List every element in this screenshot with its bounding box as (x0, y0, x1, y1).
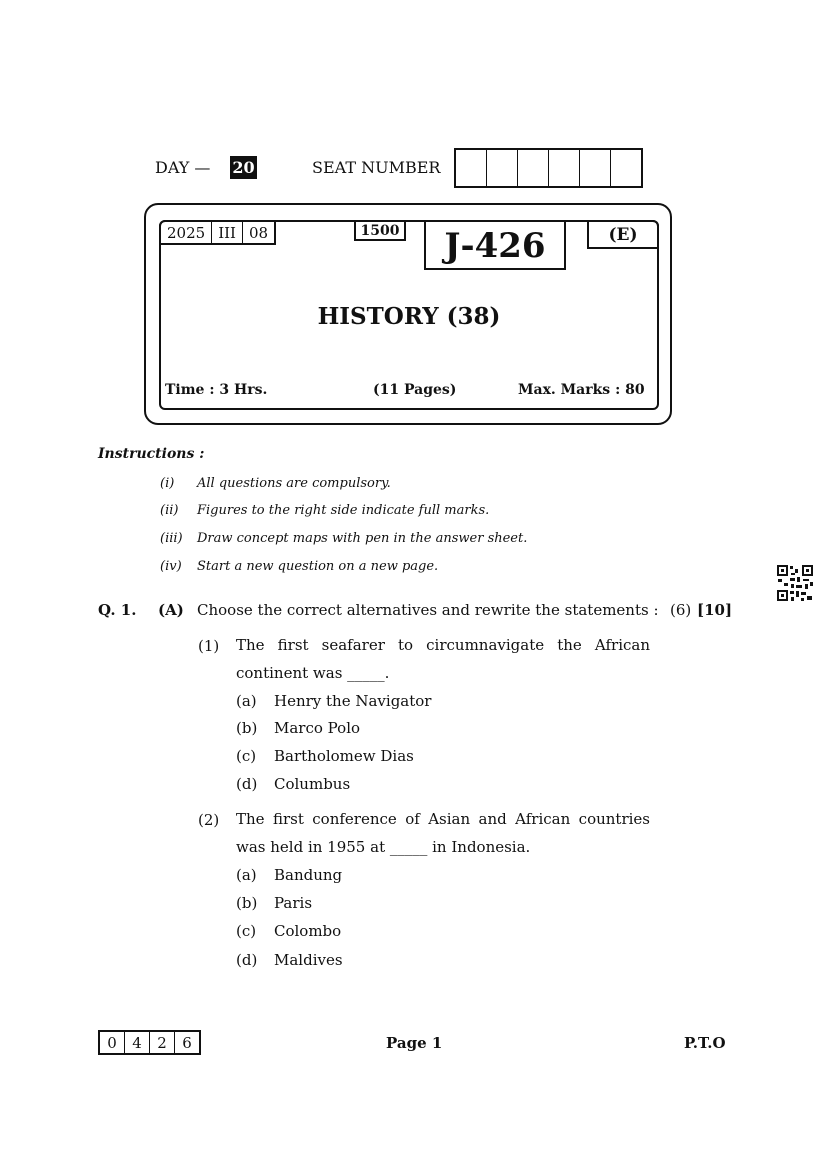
instruction-number: (i) (160, 476, 175, 491)
item-number: (2) (198, 811, 220, 829)
instruction-number: (ii) (160, 503, 179, 518)
option-letter: (b) (236, 719, 258, 737)
option-letter: (d) (236, 951, 258, 969)
day-label: DAY — (155, 158, 211, 177)
seat-number-box (580, 150, 611, 186)
page-number: Page 1 (386, 1034, 443, 1052)
exam-date-code (159, 220, 276, 245)
instruction-number: (iv) (160, 559, 182, 574)
page-count: (11 Pages) (373, 382, 457, 398)
option-text: Bandung (274, 866, 343, 884)
instruction-text: Figures to the right side indicate full marks. (197, 503, 490, 518)
item-text: The first seafarer to circumnavigate the African continent was _____. (236, 636, 650, 682)
option-letter: (d) (236, 775, 258, 793)
paper-count: 1500 (354, 220, 406, 241)
paper-language: (E) (587, 220, 659, 249)
paper-code: J-426 (424, 220, 566, 270)
exam-year: 2025 (161, 222, 212, 243)
seat-number-boxes (454, 148, 643, 188)
exam-month: III (212, 222, 243, 243)
day-number: 20 (230, 156, 257, 179)
option-text: Colombo (274, 922, 342, 940)
subject-title: HISTORY (38) (317, 303, 501, 330)
question-part: (A) (158, 601, 184, 619)
code-digit: 6 (182, 1034, 192, 1052)
option-letter: (c) (236, 747, 257, 765)
exam-date: 08 (248, 224, 269, 242)
question-marks: (6) (670, 601, 692, 619)
option-text: Paris (274, 894, 313, 912)
option-text: Henry the Navigator (274, 692, 432, 710)
instruction-text: Start a new question on a new page. (197, 559, 439, 574)
seat-number-box (487, 150, 518, 186)
question-instruction: Choose the correct alternatives and rewrite the statements : (197, 601, 659, 619)
item-number: (1) (198, 637, 220, 655)
code-digit: 4 (125, 1032, 150, 1053)
seat-number-box (518, 150, 549, 186)
option-letter: (c) (236, 922, 257, 940)
seat-number-box (456, 150, 487, 186)
question-total-marks: [10] (697, 601, 733, 619)
qr-code-icon (776, 564, 814, 602)
option-text: Columbus (274, 775, 351, 793)
question-number: Q. 1. (98, 601, 137, 619)
option-text: Maldives (274, 951, 343, 969)
option-text: Marco Polo (274, 719, 361, 737)
code-digit: 0 (100, 1032, 125, 1053)
please-turn-over: P.T.O (684, 1034, 726, 1052)
option-letter: (a) (236, 866, 257, 884)
instruction-text: All questions are compulsory. (197, 476, 391, 491)
max-marks: Max. Marks : 80 (518, 382, 645, 398)
option-letter: (b) (236, 894, 258, 912)
seat-number-box (611, 150, 641, 186)
paper-code-boxes (98, 1030, 201, 1055)
code-digit: 2 (150, 1032, 175, 1053)
instruction-text: Draw concept maps with pen in the answer sheet. (197, 531, 528, 546)
instruction-number: (iii) (160, 531, 183, 546)
item-text: The first conference of Asian and African countries was held in 1955 at _____ in Indonesia. (236, 810, 650, 856)
option-letter: (a) (236, 692, 257, 710)
seat-number-label: SEAT NUMBER (312, 158, 441, 177)
exam-duration: Time : 3 Hrs. (165, 382, 268, 398)
instructions-title: Instructions : (98, 446, 205, 462)
seat-number-box (549, 150, 580, 186)
option-text: Bartholomew Dias (274, 747, 414, 765)
